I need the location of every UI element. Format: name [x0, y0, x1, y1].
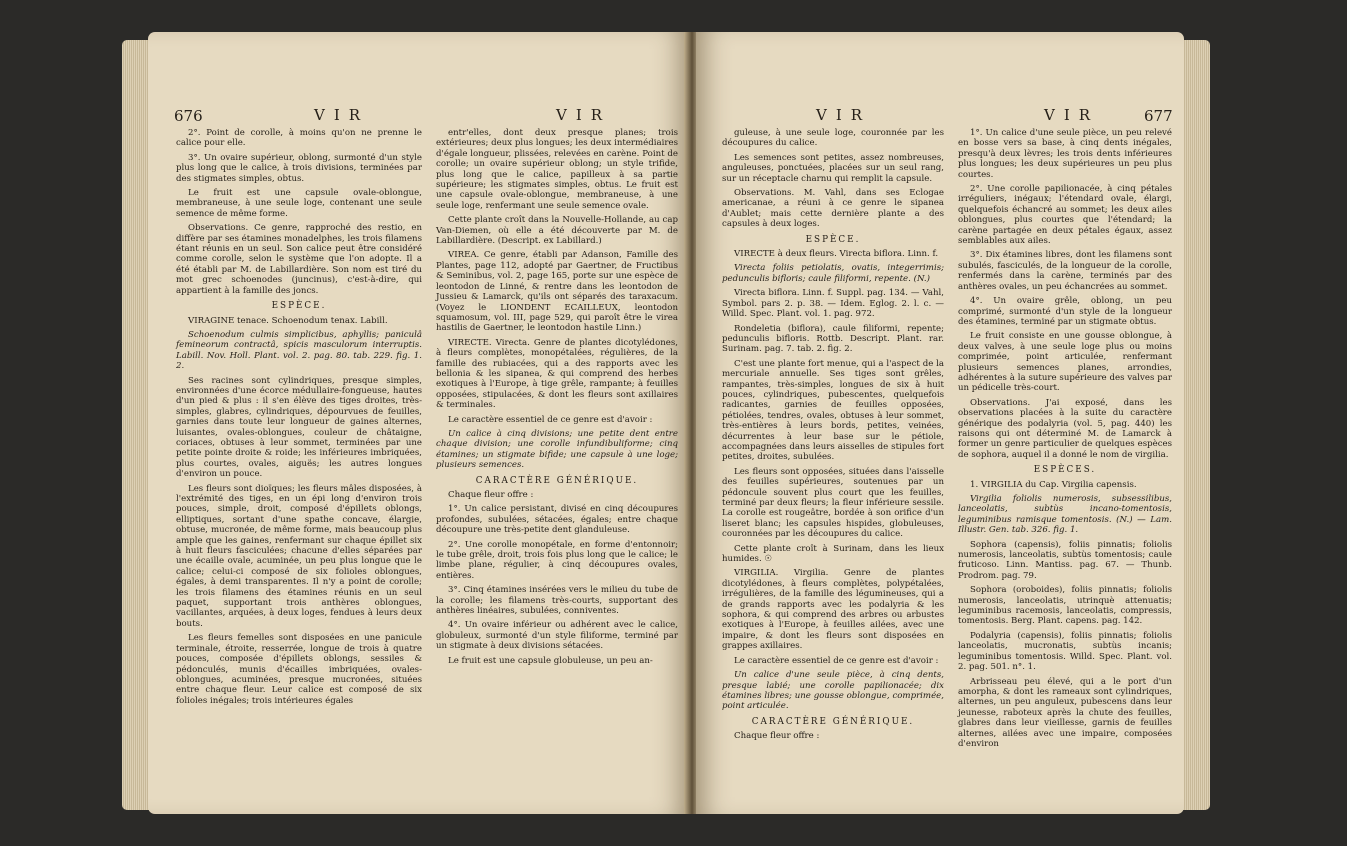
citation: Podalyria (capensis), foliis pinnatis; foliolis lanceolatis, mucronatis, subtùs incanis; leguminibus tomentosis. Willd. Spec. Plant. vol. 2. pag. 501. n°. 1. — [958, 630, 1172, 673]
genus-entry: VIRECTE. Virecta. Genre de plantes dicotylédones, à fleurs complètes, monopétalées, régulières, de la famille des rubiacées, qui a des rapports avec les bellonia & les sipanea, & qui comprend des herbes exotiques à l'Europe, à tige grêle, rampante; à feuilles opposées, stipulacées, & dont les fleurs sont axillaires & terminales. — [436, 337, 678, 411]
paragraph: Les semences sont petites, assez nombreuses, anguleuses, ponctuées, placées sur un seul rang, sur un réceptacle charnu qui remplit la capsule. — [722, 152, 944, 184]
paragraph: Le fruit consiste en une gousse oblongue, à deux valves, à une seule loge plus ou moins comprimée, point articulée, renfermant plusieurs semences planes, arrondies, adhérentes à la suture supérieure des valves par un pédicelle très-court. — [958, 331, 1172, 394]
citation: Virecta biflora. Linn. f. Suppl. pag. 134. — Vahl, Symbol. pars 2. p. 38. — Idem. Eglog. 2. l. c. — Willd. Spec. Plant. vol. 1. pag. 972. — [722, 288, 944, 320]
paragraph: Observations. M. Vahl, dans ses Eclogae americanae, a réuni à ce genre le sipanea d'Aublet; mais cette dernière plante a des capsules à deux loges. — [722, 188, 944, 230]
paragraph: Arbrisseau peu élevé, qui a le port d'un amorpha, & dont les rameaux sont cylindriques, alternes, un peu anguleux, pubescens dans leur jeunesse, raboteux après la chute des feuilles, glabres dans leur vieillesse, garnis de feuilles alternes, ailées avec une impaire, composées d'environ — [958, 676, 1172, 749]
paragraph: C'est une plante fort menue, qui a l'aspect de la mercuriale annuelle. Ses tiges sont grêles, rampantes, très-simples, longues de six à huit pouces, cylindriques, pubescentes, quelquefois radicantes, garnies de feuilles opposées, pétiolées, tendres, ovales, obtuses à leur sommet, très-entières à leurs bords, petites, veinées, décurrentes à leur base sur le pétiole, accompagnées dans leurs aisselles de stipules fort petites, droites, subulées. — [722, 358, 944, 463]
latin-diagnosis: Virecta foliis petiolatis, ovatis, integerrimis; pedunculis bifloris; caule filiformi, repente. (N.) — [722, 263, 944, 284]
paragraph: Les fleurs sont dioïques; les fleurs mâles disposées, à l'extrémité des tiges, en un épi long d'environ trois pouces, simple, droit, composé d'épillets oblongs, elliptiques, sortant d'une spathe concave, élargie, obtuse, mucronée, de même forme, mais beaucoup plus ample que les gaines, renfermant sur chaque épillet six à huit fleurs fasciculées; chacune d'elles séparées par une écaille ovale, acuminée, un peu plus longue que le calice; celui-ci composé de six folioles oblongues, égales, à demi transparentes. Il n'y a point de corolle; les trois filamens des étamines réunis en un seul paquet, supportant trois anthères oblongues, vacillantes, arquées, à deux loges, fendues à leurs deux bouts. — [176, 483, 422, 629]
citation: Sophora (oroboides), foliis pinnatis; foliolis numerosis, lanceolatis, utrinquè attenuatis; leguminibus racemosis, lanceolatis, compressis, tomentosis. Berg. Plant. capens. pag. 142. — [958, 585, 1172, 627]
running-head-left-2: VIR — [556, 106, 612, 124]
section-heading: CARACTÈRE GÉNÉRIQUE. — [751, 716, 915, 727]
section-heading: CARACTÈRE GÉNÉRIQUE. — [475, 475, 639, 486]
essential-character: Un calice à cinq divisions; une petite dent entre chaque division; une corolle infundibuliforme; cinq étamines; un stigmate bifide; une capsule à une loge; plusieurs semences. — [436, 428, 678, 471]
paragraph: 2°. Point de corolle, à moins qu'on ne prenne le calice pour elle. — [176, 128, 422, 149]
running-head-right-1: VIR — [816, 106, 872, 124]
paragraph: Les fleurs femelles sont disposées en une panicule terminale, étroite, resserrée, longue de trois à quatre pouces, composée d'épillets oblongs, sessiles & pédonculés, munis d'écailles imbriquées, ovales-oblongues, acuminées, presque mucronées, situées entre chaque fleur. Leur calice est composé de six folioles inégales; trois intérieures égales — [176, 633, 422, 706]
paragraph: Le fruit est une capsule globuleuse, un peu an- — [448, 655, 653, 666]
paragraph: Les fleurs sont opposées, situées dans l'aisselle des feuilles supérieures, soutenues par un pédoncule souvent plus court que les feuilles, terminé par deux fleurs; la fleur inférieure sessile. La corolle est rougeâtre, bordée à son orifice d'un liseret blanc; les capsules hispides, globuleuses, couronnées par les découpures du calice. — [722, 466, 944, 540]
right-column-2 — [958, 128, 1172, 749]
paragraph: guleuse, à une seule loge, couronnée par les découpures du calice. — [722, 128, 944, 149]
paragraph: Chaque fleur offre : — [448, 490, 534, 500]
running-head-right-2: VIR — [1044, 106, 1100, 124]
page-number-left: 676 — [174, 107, 203, 125]
running-head-left-1: VIR — [314, 106, 370, 124]
paragraph: Observations. Ce genre, rapproché des restio, en diffère par ses étamines monadelphes, les trois filamens étant réunis en un seul. Son calice peut être considéré comme corolle, selon le système que l'on adopte. Il a été établi par M. de Labillardière. Son nom est tiré du mot grec schoenodes (juncinus), c'est-à-dire, qui appartient à la famille des joncs. — [176, 223, 422, 296]
paragraph: Le caractère essentiel de ce genre est d'avoir : — [448, 414, 653, 425]
section-heading: ESPÈCE. — [805, 234, 861, 245]
left-page — [148, 32, 688, 814]
latin-diagnosis: Virgilia foliolis numerosis, subsessilibus, lanceolatis, subtùs incano-tomentosis, leguminibus ramisque tomentosis. (N.) — Lam. Illustr. Gen. tab. 326. fig. 1. — [958, 494, 1172, 536]
paragraph: 3°. Dix étamines libres, dont les filamens sont subulés, fasciculés, de la longueur de la corolle, renfermés dans la carène, terminés par des anthères ovales, un peu échancrées au sommet. — [958, 250, 1172, 292]
paragraph: Chaque fleur offre : — [734, 731, 820, 742]
paragraph: 3°. Cinq étamines insérées vers le milieu du tube de la corolle; les filamens très-courts, supportant des anthères linéaires, subulées, conniventes. — [436, 585, 678, 617]
species-name: VIRECTE à deux fleurs. Virecta biflora. Linn. f. — [734, 249, 939, 260]
right-column-1 — [722, 128, 944, 742]
latin-diagnosis: Schoenodum culmis simplicibus, aphyllis; paniculâ femineorum contractâ, spicis masculorum interruptis. Labill. Nov. Holl. Plant. vol. 2. pag. 80. tab. 229. fig. 1. 2. — [176, 329, 422, 372]
left-column-2 — [436, 128, 678, 666]
species-name: VIRAGINE tenace. Schoenodum tenax. Labill. — [188, 315, 388, 326]
paragraph: Ses racines sont cylindriques, presque simples, environnées d'une écorce médullaire-fongueuse, hautes d'un pied & plus : il s'en élève des tiges droites, très-simples, glabres, cylindriques, dépourvues de feuilles, garnies dans toute leur longueur de gaines alternes, luisantes, ovales-oblongues, couleur de châtaigne, coriaces, obtuses à leur sommet, terminées par une petite pointe droite & roide; les inférieures imbriquées, plus courtes, ovales, aiguës; les autres longues d'environ un pouce. — [176, 375, 422, 480]
paragraph: 2°. Une corolle papilionacée, à cinq pétales irréguliers, inégaux; l'étendard ovale, élargi, quelquefois échancré au sommet; les deux ailes oblongues, plus courtes que l'étendard; la carène partagée en deux pétales égaux, assez semblables aux ailes. — [958, 184, 1172, 247]
paragraph: Cette plante croît à Surinam, dans les lieux humides. ☉ — [722, 543, 944, 565]
section-heading: ESPÈCE. — [271, 301, 327, 312]
right-page — [696, 32, 1184, 814]
genus-entry: VIRGILIA. Virgilia. Genre de plantes dicotylédones, à fleurs complètes, polypétalées, irrégulières, de la famille des légumineuses, qui a de grands rapports avec les podalyria & les sophora, & qui comprend des arbres ou arbustes exotiques à l'Europe, à feuilles ailées, avec une impaire, & dont les fleurs sont disposées en grappes axillaires. — [722, 568, 944, 652]
paragraph: Le caractère essentiel de ce genre est d'avoir : — [734, 655, 939, 666]
species-name: 1. VIRGILIA du Cap. Virgilia capensis. — [970, 479, 1137, 490]
paragraph: 4°. Un ovaire grêle, oblong, un peu comprimé, surmonté d'un style de la longueur des étamines, terminé par un stigmate obtus. — [958, 296, 1172, 327]
paragraph: 1°. Un calice d'une seule pièce, un peu relevé en bosse vers sa base, à cinq dents inégales, presqu'à deux lèvres; les trois dents inférieures plus longues; les deux supérieures un peu plus courtes. — [958, 128, 1172, 180]
essential-character: Un calice d'une seule pièce, à cinq dents, presque labié; une corolle papilionacée; dix étamines libres; une gousse oblongue, comprimée, point articulée. — [722, 670, 944, 712]
right-page-edge — [1180, 40, 1210, 810]
paragraph: Cette plante croît dans la Nouvelle-Hollande, au cap Van-Diemen, où elle a été découverte par M. de Labillardière. (Descript. ex Labillard.) — [436, 215, 678, 247]
genus-entry: VIREA. Ce genre, établi par Adanson, Famille des Plantes, page 112, adopté par Gaertner, de Fructibus & Seminibus, vol. 2, page 165, porte sur une espèce de leontodon de Linné, & rentre dans les leontodon de Jussieu & Lamarck, qu'ils ont séparés des taraxacum. (Voyez le LIONDENT ECAILLEUX, leontodon squamosum, vol. III, page 529, qui paroît être le virea hastilis de Gaertner, le leontodon hastile Linn.) — [436, 250, 678, 334]
paragraph: 2°. Une corolle monopétale, en forme d'entonnoir; le tube grêle, droit, trois fois plus long que le calice; le limbe plane, régulier, à cinq découpures ovales, entières. — [436, 539, 678, 581]
paragraph: 1°. Un calice persistant, divisé en cinq découpures profondes, subulées, sétacées, égales; entre chaque découpure une très-petite dent glanduleuse. — [436, 504, 678, 536]
citation: Sophora (capensis), foliis pinnatis; foliolis numerosis, lanceolatis, subtùs tomentosis; caule fruticoso. Linn. Mantiss. pag. 67. — Thunb. Prodrom. pag. 79. — [958, 539, 1172, 581]
paragraph: 3°. Un ovaire supérieur, oblong, surmonté d'un style plus long que le calice, à trois divisions, terminées par des stigmates simples, obtus. — [176, 152, 422, 184]
paragraph: Observations. J'ai exposé, dans les observations placées à la suite du caractère générique des podalyria (vol. 5, pag. 440) les raisons qui ont déterminé M. de Lamarck à former un genre particulier de quelques espèces de sophora, auquel il a donné le nom de virgilia. — [958, 397, 1172, 460]
paragraph: Le fruit est une capsule ovale-oblongue, membraneuse, à une seule loge, contenant une seule semence de même forme. — [176, 188, 422, 219]
paragraph: entr'elles, dont deux presque planes; trois extérieures; deux plus longues; les deux intermédiaires d'égale longueur, plissées, relevées en carène. Point de corolle; un ovaire supérieur oblong; un style trifide, plus long que le calice, papilleux à sa partie supérieure; les stigmates simples, obtus. Le fruit est une capsule ovale-oblongue, membraneuse, à une seule loge, renfermant une seule semence ovale. — [436, 128, 678, 211]
paragraph: 4°. Un ovaire inférieur ou adhérent avec le calice, globuleux, surmonté d'un style filiforme, terminé par un stigmate à deux divisions sétacées. — [436, 620, 678, 652]
section-heading: ESPÈCES. — [1033, 465, 1097, 476]
citation: Rondeletia (biflora), caule filiformi, repente; pedunculis bifloris. Rottb. Descript. Plant. rar. Surinam. pag. 7. tab. 2. fig. 2. — [722, 323, 944, 355]
page-number-right: 677 — [1144, 107, 1173, 125]
left-column-1 — [176, 128, 422, 706]
